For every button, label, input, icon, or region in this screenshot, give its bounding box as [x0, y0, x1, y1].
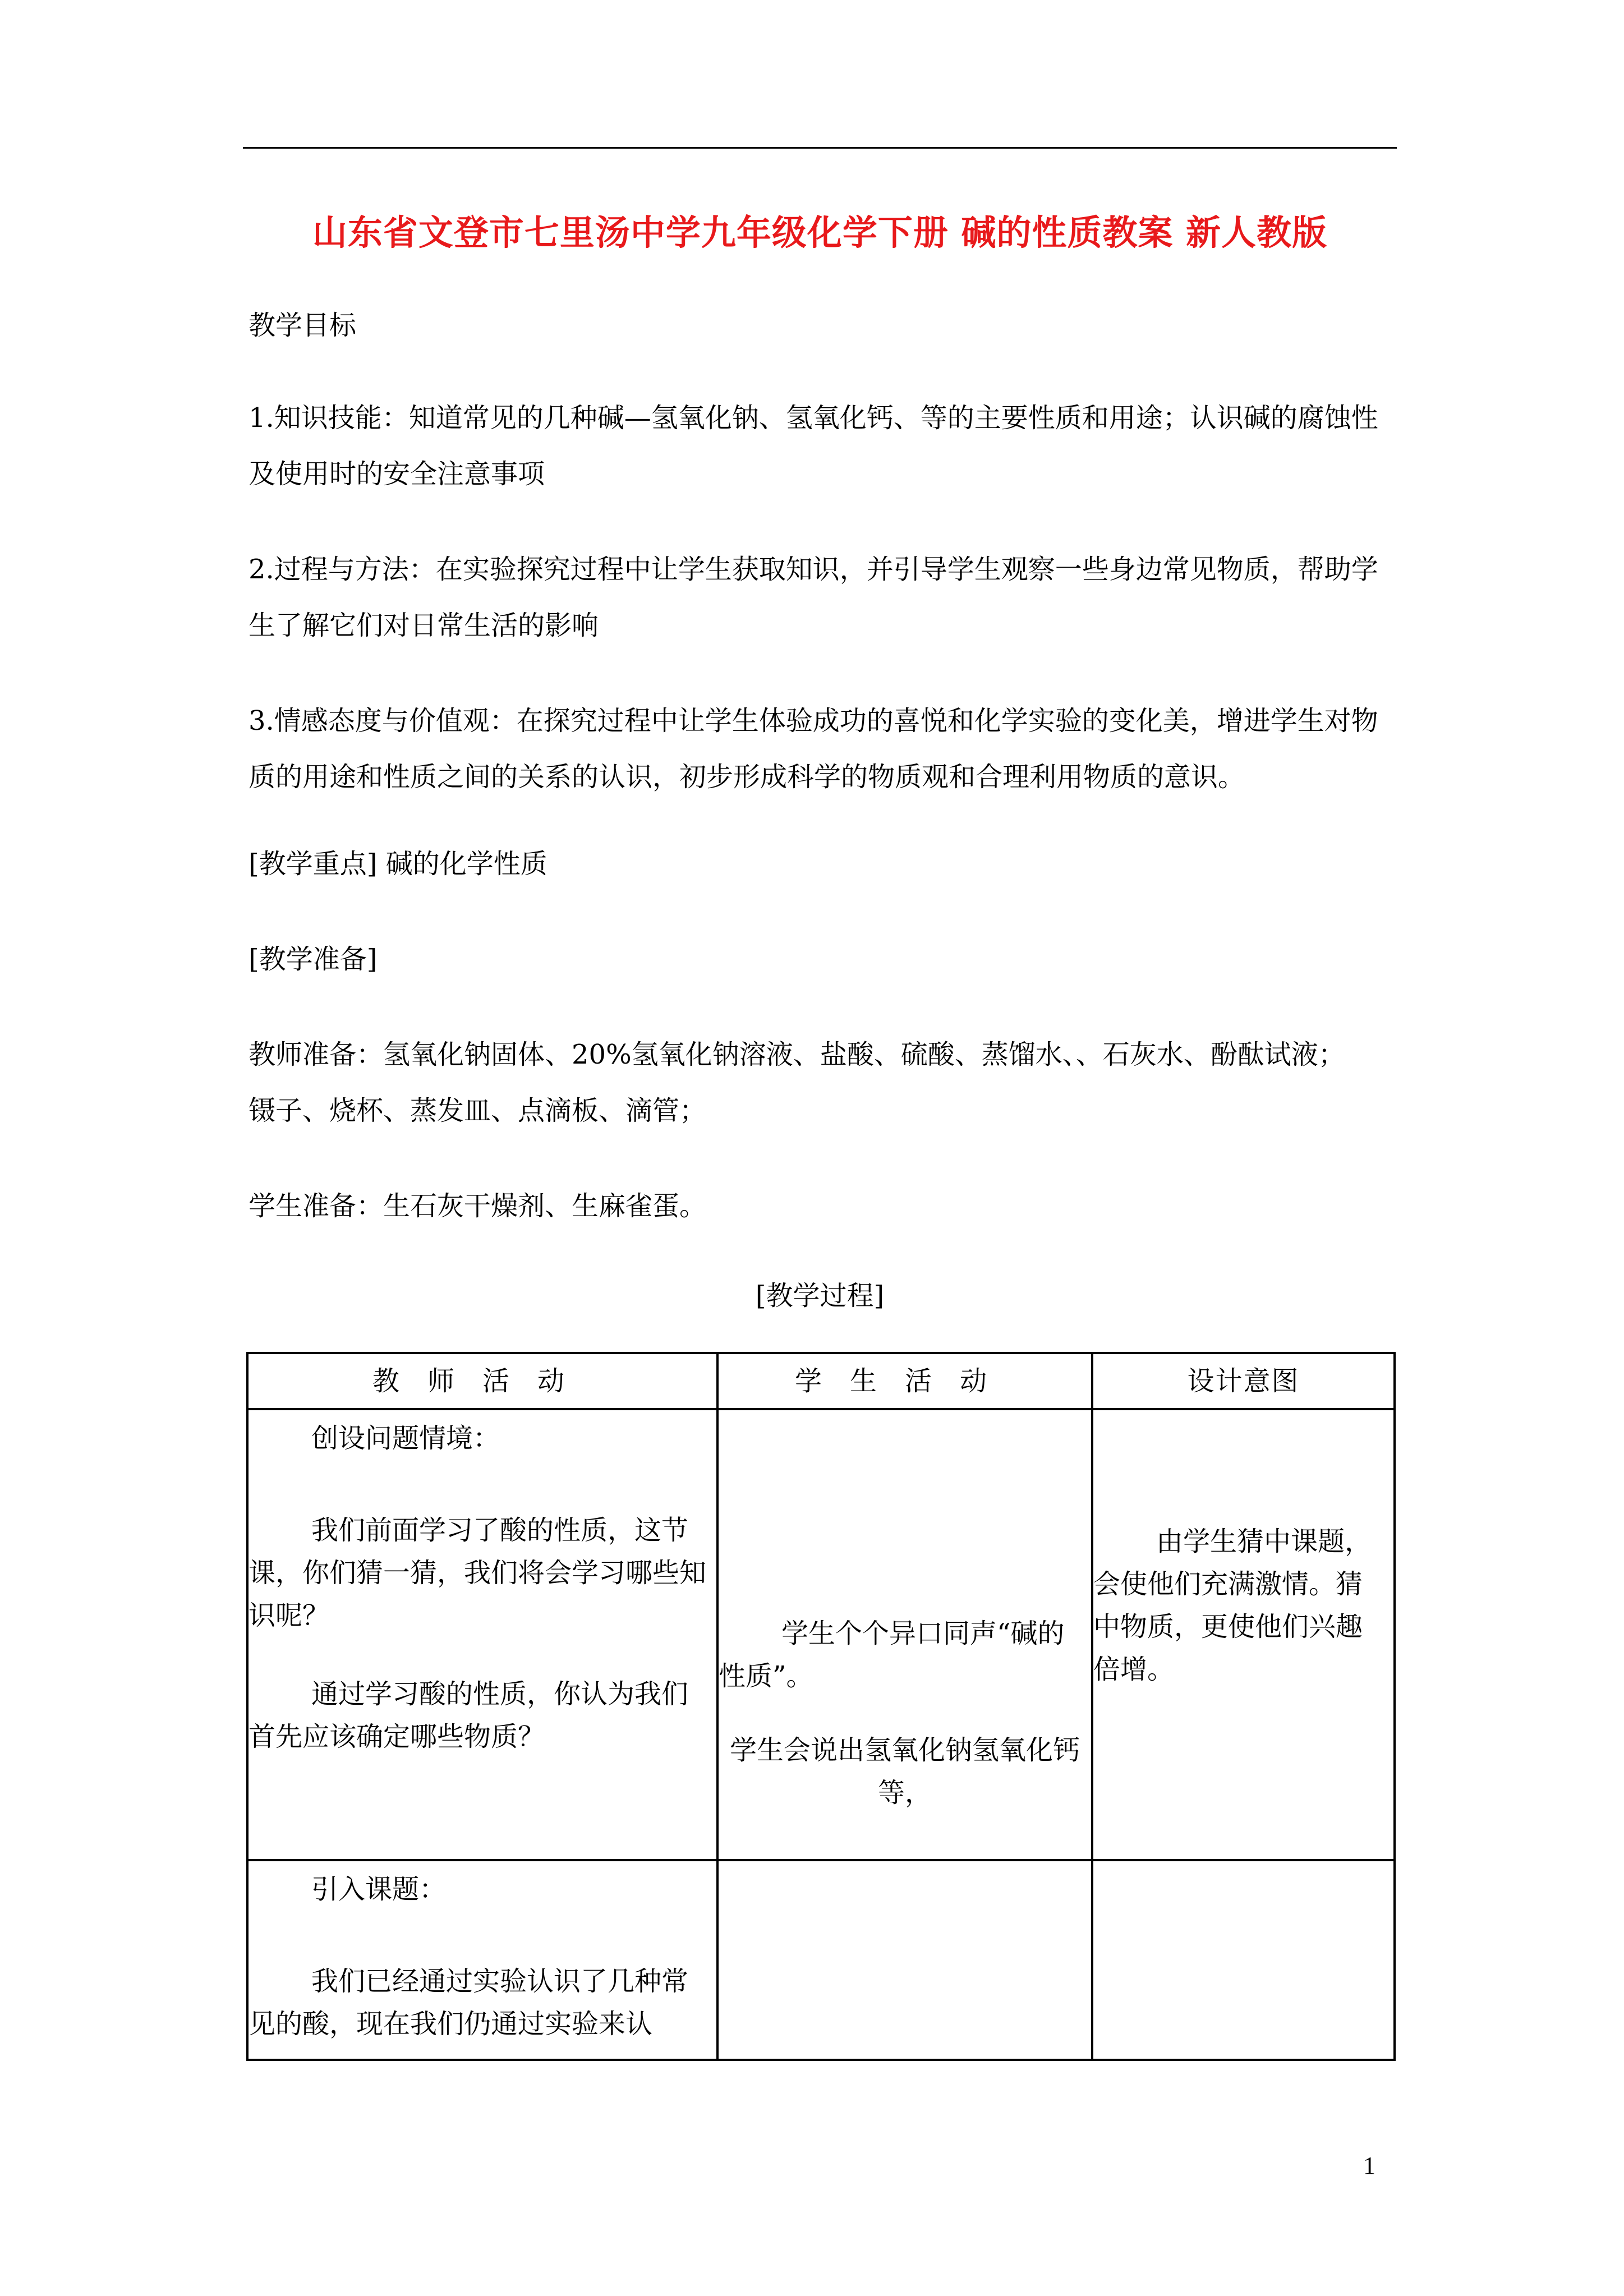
student-activity-cell [717, 1860, 1092, 2060]
table-row [247, 1409, 1395, 1860]
page-number: 1 [1363, 2152, 1375, 2179]
header-rule [243, 147, 1397, 149]
prep-heading: [教学准备] [249, 944, 378, 975]
teacher-prep: 教师准备：氢氧化钠固体、20%氢氧化钠溶液、盐酸、硫酸、蒸馏水、、石灰水、酚酞试液； [249, 1039, 1345, 1070]
header-teacher: 教师活动 [247, 1353, 717, 1409]
objective-2: 2.过程与方法：在实验探究过程中让学生获取知识，并引导学生观察一些身边常见物质，帮助学生了解它们对日常生活的影响 [249, 554, 1378, 641]
design-intent-cell [1092, 1860, 1395, 2060]
teacher-prep-tools: 镊子、烧杯、蒸发皿、点滴板、滴管； [249, 1095, 707, 1126]
document-title: 山东省文登市七里汤中学九年级化学下册 碱的性质教案 新人教版 [312, 212, 1328, 253]
student-activity-cell: 学生个个异口同声“碱的性质”。 学生会说出氢氧化钠氢氧化钙等， [717, 1409, 1092, 1860]
teacher-activity-cell: 引入课题： 我们已经通过实验认识了几种常见的酸，现在我们仍通过实验来认 [247, 1860, 717, 2060]
process-heading: [教学过程] [755, 1280, 885, 1312]
student-prep: 学生准备：生石灰干燥剂、生麻雀蛋。 [249, 1190, 707, 1222]
header-intent: 设计意图 [1092, 1353, 1395, 1409]
key-point: [教学重点] 碱的化学性质 [249, 848, 548, 880]
process-table [246, 1352, 1396, 2061]
design-intent-cell: 由学生猜中课题，会使他们充满激情。猜中物质，更使他们兴趣倍增。 [1092, 1409, 1395, 1860]
teacher-activity-cell: 创设问题情境： 我们前面学习了酸的性质，这节课，你们猜一猜，我们将会学习哪些知识呢？ 通过学习酸的性质，你认为我们首先应该确定哪些物质？ [247, 1409, 717, 1860]
table-row [247, 1860, 1395, 2060]
table-header-row [247, 1353, 1395, 1409]
section-label: 教学目标 [249, 310, 357, 341]
header-student: 学生活动 [717, 1353, 1092, 1409]
objective-1: 1.知识技能：知道常见的几种碱—氢氧化钠、氢氧化钙、等的主要性质和用途；认识碱的腐蚀性及使用时的安全注意事项 [249, 402, 1378, 490]
objective-3: 3.情感态度与价值观：在探究过程中让学生体验成功的喜悦和化学实验的变化美，增进学生对物质的用途和性质之间的关系的认识，初步形成科学的物质观和合理利用物质的意识。 [249, 705, 1378, 793]
